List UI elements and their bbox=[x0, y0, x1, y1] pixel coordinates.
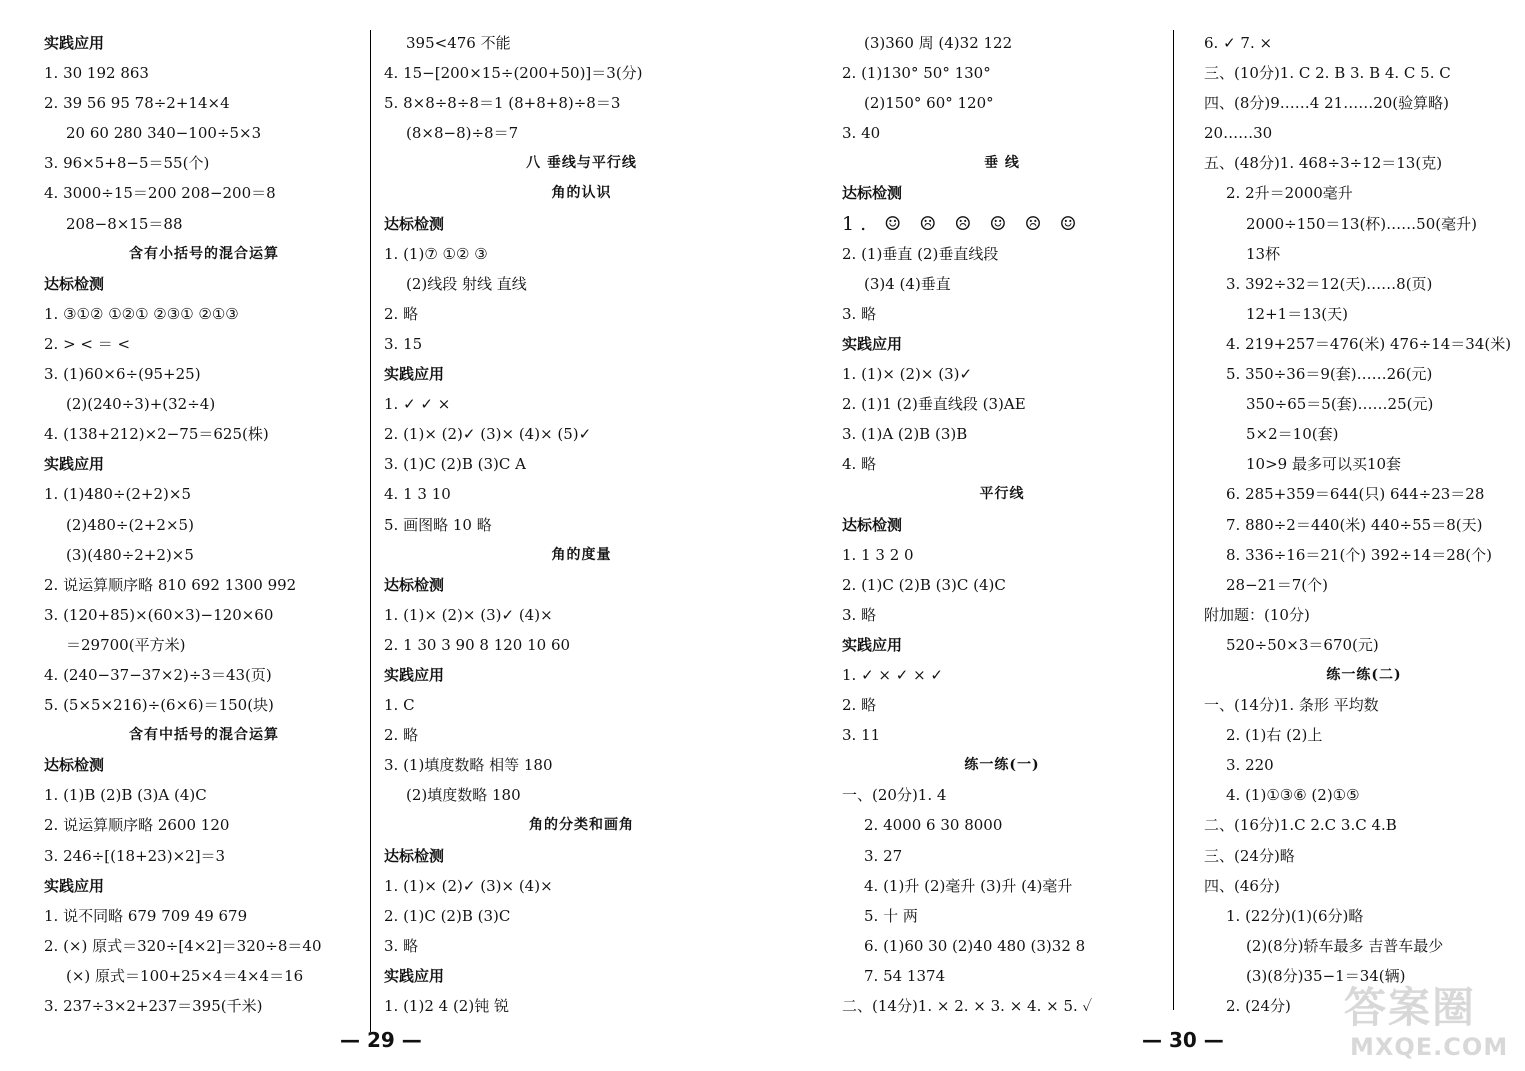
page-number-right: — 30 — bbox=[1142, 1028, 1224, 1052]
answer-line: 四、(8分)9……4 21……20(验算略) bbox=[1204, 94, 1449, 113]
section-heading: 实践应用 bbox=[384, 365, 445, 384]
answer-line: 2. (1)垂直 (2)垂直线段 bbox=[842, 244, 999, 263]
answer-line: (3)(480÷2+2)×5 bbox=[66, 545, 194, 564]
answer-line: 20……30 bbox=[1204, 124, 1273, 143]
answer-line: 1. (1)2 4 (2)钝 锐 bbox=[384, 997, 509, 1015]
answer-line: 3. (1)60×6÷(95+25) bbox=[44, 365, 201, 384]
answer-line: 3. (1)A (2)B (3)B bbox=[842, 425, 968, 444]
answer-line: 一、(20分)1. 4 bbox=[842, 786, 947, 805]
topic-title: 角的分类和画角 bbox=[529, 817, 634, 834]
section-heading: 实践应用 bbox=[384, 665, 445, 684]
answer-line: 2. (×) 原式＝320÷[4×2]＝320÷8＝40 bbox=[44, 936, 322, 955]
answer-line: 2. 略 bbox=[842, 696, 877, 715]
answer-line: 1. ✓ × ✓ × ✓ bbox=[842, 665, 943, 684]
answer-line: 2. 说运算顺序略 2600 120 bbox=[44, 816, 230, 835]
answer-line: 4. (138+212)×2−75＝625(株) bbox=[44, 425, 269, 444]
section-heading: 达标检测 bbox=[44, 756, 105, 775]
answer-line: (3)360 周 (4)32 122 bbox=[864, 34, 1013, 52]
face-icons-line: 1. ☺ ☹ ☹ ☺ ☹ ☺ bbox=[842, 212, 1083, 235]
answer-line: 2. 2升＝2000毫升 bbox=[1226, 184, 1353, 203]
answer-line: 2. (1)右 (2)上 bbox=[1226, 726, 1323, 745]
section-heading: 实践应用 bbox=[44, 876, 105, 895]
column-divider bbox=[370, 30, 371, 1032]
answer-line: 3. 96×5+8−5＝55(个) bbox=[44, 154, 210, 173]
answer-line: 6. (1)60 30 (2)40 480 (3)32 8 bbox=[864, 936, 1086, 955]
answer-line: 8. 336÷16＝21(个) 392÷14＝28(个) bbox=[1226, 545, 1493, 564]
answer-line: 2. 4000 6 30 8000 bbox=[864, 816, 1003, 835]
answer-line: 4. 15−[200×15÷(200+50)]＝3(分) bbox=[384, 64, 643, 83]
answer-line: (2)填度数略 180 bbox=[406, 786, 521, 805]
answer-line: 1. (1)B (2)B (3)A (4)C bbox=[44, 786, 207, 805]
section-heading: 实践应用 bbox=[384, 966, 445, 985]
answer-line: 5. 350÷36＝9(套)……26(元) bbox=[1226, 365, 1433, 384]
answer-line: 1. (1)480÷(2+2)×5 bbox=[44, 485, 191, 504]
answer-line: (2)480÷(2+2×5) bbox=[66, 515, 194, 534]
answer-line: 3. 246÷[(18+23)×2]＝3 bbox=[44, 846, 226, 865]
section-heading: 实践应用 bbox=[842, 635, 903, 654]
topic-title: 含有小括号的混合运算 bbox=[129, 245, 279, 262]
answer-line: 1. 30 192 863 bbox=[44, 64, 149, 83]
answer-line: 3. 237÷3×2+237＝395(千米) bbox=[44, 997, 263, 1015]
section-heading: 达标检测 bbox=[384, 575, 445, 594]
section-heading: 实践应用 bbox=[44, 455, 105, 474]
section-heading: 实践应用 bbox=[842, 334, 903, 353]
answer-line: 4. 略 bbox=[842, 455, 877, 474]
answer-line: (2)(8分)轿车最多 吉普车最少 bbox=[1246, 936, 1444, 955]
answer-line: 3. 392÷32＝12(天)……8(页) bbox=[1226, 274, 1433, 293]
answer-line: 附加题：(10分) bbox=[1204, 605, 1310, 624]
answer-line: 4. (1)①③⑥ (2)①⑤ bbox=[1226, 786, 1360, 805]
answer-line: 3. 略 bbox=[842, 605, 877, 624]
answer-line: 10>9 最多可以买10套 bbox=[1246, 455, 1402, 474]
answer-line: 2. 略 bbox=[384, 726, 419, 745]
answer-line: 1. 说不同略 679 709 49 679 bbox=[44, 906, 248, 925]
answer-line: 3. (1)填度数略 相等 180 bbox=[384, 756, 553, 775]
answer-line: 2. > < ＝ < bbox=[44, 334, 131, 353]
answer-column-4 bbox=[1204, 28, 1524, 1021]
answer-line: 5×2＝10(套) bbox=[1246, 425, 1339, 444]
answer-line: 1. (1)× (2)× (3)✓ bbox=[842, 365, 973, 384]
answer-line: 五、(48分)1. 468÷3÷12＝13(克) bbox=[1204, 154, 1443, 173]
answer-line: ＝29700(平方米) bbox=[66, 635, 186, 654]
answer-line: (2)(240÷3)+(32÷4) bbox=[66, 395, 216, 414]
answer-line: 7. 54 1374 bbox=[864, 966, 946, 985]
answer-line: 1. ✓ ✓ × bbox=[384, 395, 451, 414]
answer-line: 350÷65＝5(套)……25(元) bbox=[1246, 395, 1434, 414]
section-heading: 达标检测 bbox=[384, 214, 445, 233]
answer-line: 20 60 280 340−100÷5×3 bbox=[66, 124, 262, 143]
answer-line: 4. 219+257＝476(米) 476÷14＝34(米) bbox=[1226, 334, 1512, 353]
answer-line: 3. 220 bbox=[1226, 756, 1274, 775]
answer-line: 4. 1 3 10 bbox=[384, 485, 451, 504]
answer-line: 2. (1)C (2)B (3)C bbox=[384, 906, 511, 925]
section-heading: 达标检测 bbox=[842, 184, 903, 203]
answer-line: 1. 1 3 2 0 bbox=[842, 545, 914, 564]
answer-line: 1. (1)× (2)✓ (3)× (4)× bbox=[384, 876, 553, 895]
answer-line: 1. ③①② ①②① ②③① ②①③ bbox=[44, 304, 239, 323]
answer-line: 395<476 不能 bbox=[406, 34, 511, 52]
answer-line: 208−8×15＝88 bbox=[66, 214, 183, 233]
answer-line: 5. 8×8÷8÷8＝1 (8+8+8)÷8＝3 bbox=[384, 94, 621, 113]
watermark-text: 答案圈 bbox=[1344, 983, 1477, 1032]
answer-line: (8×8−8)÷8＝7 bbox=[406, 124, 519, 143]
section-heading: 达标检测 bbox=[384, 846, 445, 865]
answer-line: 520÷50×3＝670(元) bbox=[1226, 635, 1379, 654]
answer-line: 四、(46分) bbox=[1204, 876, 1280, 895]
answer-line: 1. (1)× (2)× (3)✓ (4)× bbox=[384, 605, 553, 624]
answer-line: 二、(14分)1. × 2. × 3. × 4. × 5. ✓ bbox=[842, 997, 1093, 1015]
answer-column-1 bbox=[44, 28, 364, 1021]
answer-line: 5. 画图略 10 略 bbox=[384, 515, 492, 534]
watermark-logo bbox=[1340, 975, 1520, 1067]
answer-line: 3. 27 bbox=[864, 846, 903, 865]
section-heading: 达标检测 bbox=[842, 515, 903, 534]
answer-line: 三、(10分)1. C 2. B 3. B 4. C 5. C bbox=[1204, 64, 1451, 83]
answer-line: 4. 3000÷15＝200 208−200＝8 bbox=[44, 184, 276, 203]
answer-line: (3)4 (4)垂直 bbox=[864, 274, 951, 293]
answer-line: 2. (24分) bbox=[1226, 997, 1291, 1015]
answer-line: 2. 说运算顺序略 810 692 1300 992 bbox=[44, 575, 297, 594]
answer-line: 3. 略 bbox=[384, 936, 419, 955]
answer-line: 2. 1 30 3 90 8 120 10 60 bbox=[384, 635, 571, 654]
answer-line: 5. 十 两 bbox=[864, 906, 918, 925]
topic-title: 平行线 bbox=[979, 486, 1025, 503]
answer-line: 5. (5×5×216)÷(6×6)＝150(块) bbox=[44, 696, 274, 715]
answer-line: 2. (1)1 (2)垂直线段 (3)AE bbox=[842, 395, 1026, 414]
answer-line: 2. (1)× (2)✓ (3)× (4)× (5)✓ bbox=[384, 425, 592, 444]
answer-line: 2. 39 56 95 78÷2+14×4 bbox=[44, 94, 230, 113]
answer-line: 4. (1)升 (2)毫升 (3)升 (4)毫升 bbox=[864, 876, 1073, 895]
answer-line: 1. (1)⑦ ①② ③ bbox=[384, 244, 488, 263]
answer-line: 1. C bbox=[384, 696, 415, 715]
answer-line: 3. 略 bbox=[842, 304, 877, 323]
topic-title: 角的度量 bbox=[551, 546, 612, 563]
answer-line: 3. (1)C (2)B (3)C A bbox=[384, 455, 526, 474]
answer-column-3 bbox=[842, 28, 1162, 1021]
topic-title: 练一练(二) bbox=[1326, 666, 1402, 683]
answer-column-2 bbox=[384, 28, 779, 1021]
answer-line: 一、(14分)1. 条形 平均数 bbox=[1204, 696, 1379, 715]
answer-line: 12+1＝13(天) bbox=[1246, 304, 1348, 323]
answer-line: 2. 略 bbox=[384, 304, 419, 323]
answer-line: 二、(16分)1.C 2.C 3.C 4.B bbox=[1204, 816, 1397, 835]
answer-line: 2. (1)C (2)B (3)C (4)C bbox=[842, 575, 1006, 594]
answer-line: 2. (1)130° 50° 130° bbox=[842, 64, 991, 83]
topic-title: 垂 线 bbox=[984, 155, 1020, 172]
answer-line: 3. 11 bbox=[842, 726, 881, 745]
answer-line: 三、(24分)略 bbox=[1204, 846, 1295, 865]
answer-line: 13杯 bbox=[1246, 244, 1281, 263]
answer-line: 6. 285+359＝644(只) 644÷23＝28 bbox=[1226, 485, 1485, 504]
section-heading: 实践应用 bbox=[44, 34, 105, 52]
section-heading: 达标检测 bbox=[44, 274, 105, 293]
topic-title: 练一练(一) bbox=[964, 757, 1040, 774]
answer-line: 4. (240−37−37×2)÷3＝43(页) bbox=[44, 665, 272, 684]
topic-title: 八 垂线与平行线 bbox=[526, 155, 637, 172]
answer-line: (3)(8分)35−1＝34(辆) bbox=[1246, 966, 1406, 985]
column-divider bbox=[1173, 30, 1174, 1010]
answer-line: 6. ✓ 7. × bbox=[1204, 34, 1273, 52]
answer-line: 3. 15 bbox=[384, 334, 423, 353]
answer-line: 3. 40 bbox=[842, 124, 881, 143]
topic-title: 含有中括号的混合运算 bbox=[129, 727, 279, 744]
answer-line: 7. 880÷2＝440(米) 440÷55＝8(天) bbox=[1226, 515, 1483, 534]
page-number-left: — 29 — bbox=[340, 1028, 422, 1052]
answer-line: 1. (22分)(1)(6分)略 bbox=[1226, 906, 1364, 925]
watermark-url: MXQE.COM bbox=[1350, 1033, 1509, 1061]
topic-title: 角的认识 bbox=[551, 185, 612, 202]
answer-line: (2)线段 射线 直线 bbox=[406, 274, 527, 293]
answer-line: 2000÷150＝13(杯)……50(毫升) bbox=[1246, 214, 1477, 233]
answer-line: (2)150° 60° 120° bbox=[864, 94, 994, 113]
answer-line: 3. (120+85)×(60×3)−120×60 bbox=[44, 605, 274, 624]
answer-line: (×) 原式＝100+25×4＝4×4＝16 bbox=[66, 966, 304, 985]
answer-line: 28−21＝7(个) bbox=[1226, 575, 1328, 594]
